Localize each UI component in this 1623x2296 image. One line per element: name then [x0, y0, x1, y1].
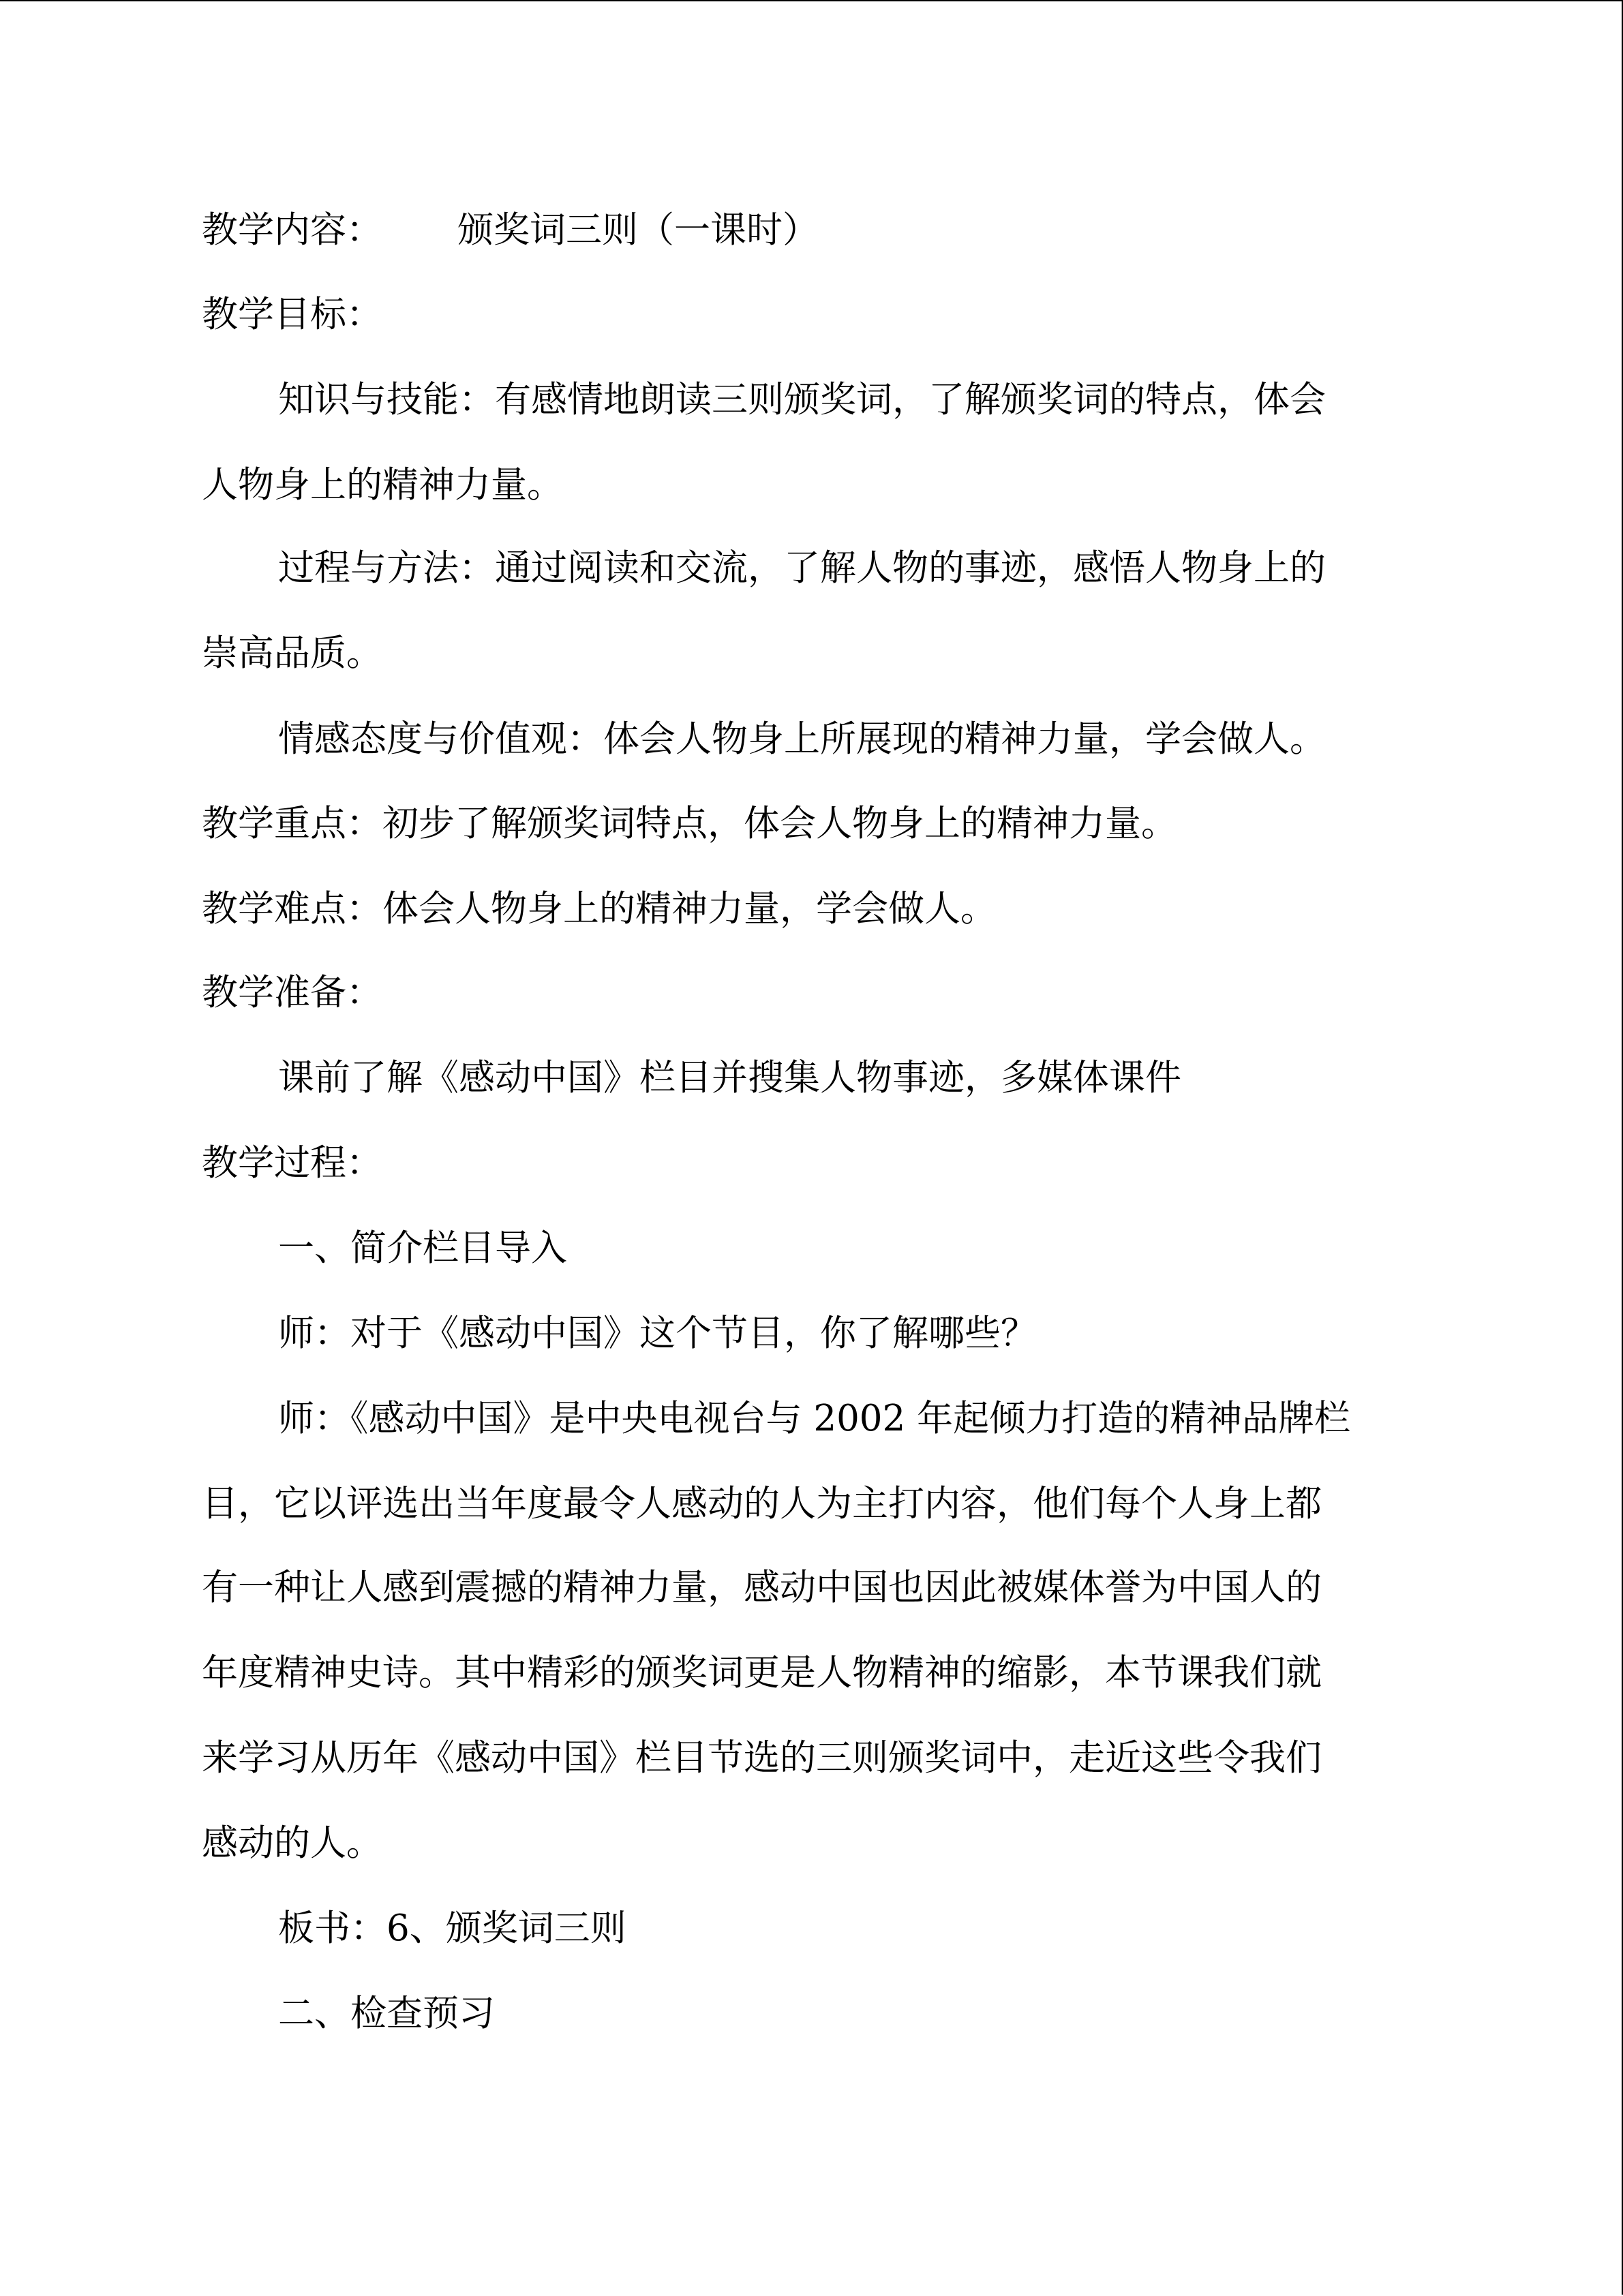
goal-emotion: 情感态度与价值观：体会人物身上所展现的精神力量，学会做人。 [278, 718, 1326, 760]
teacher-answer-line2: 目，它以评选出当年度最令人感动的人为主打内容，他们每个人身上都 [202, 1483, 1322, 1525]
teacher-answer-line3: 有一种让人感到震撼的精神力量，感动中国也因此被媒体誉为中国人的 [202, 1567, 1322, 1608]
prep-text: 课前了解《感动中国》栏目并搜集人物事迹，多媒体课件 [278, 1057, 1181, 1099]
step2-heading: 二、检查预习 [278, 1993, 495, 2034]
goals-heading: 教学目标： [202, 294, 382, 335]
teacher-answer-line1: 师：《感动中国》是中央电视台与 2002 年起倾力打造的精神品牌栏 [278, 1398, 1351, 1439]
teacher-answer-line4: 年度精神史诗。其中精彩的颁奖词更是人物精神的缩影，本节课我们就 [202, 1652, 1322, 1694]
prep-heading: 教学准备： [202, 972, 382, 1013]
step1-heading: 一、简介栏目导入 [278, 1227, 567, 1269]
teacher-answer-line5: 来学习从历年《感动中国》栏目节选的三则颁奖词中，走近这些令我们 [202, 1737, 1322, 1779]
goal-process-line2: 崇高品质。 [202, 632, 382, 674]
goal-knowledge-line2: 人物身上的精神力量。 [202, 464, 563, 506]
content-label: 教学内容： [202, 209, 382, 251]
content-line [202, 206, 819, 254]
board-writing: 板书：6、颁奖词三则 [278, 1908, 626, 1949]
goal-process-line1: 过程与方法：通过阅读和交流，了解人物的事迹，感悟人物身上的 [278, 547, 1326, 589]
goal-knowledge-line1: 知识与技能：有感情地朗读三则颁奖词，了解颁奖词的特点，体会 [278, 379, 1326, 420]
key-point: 教学重点：初步了解颁奖词特点，体会人物身上的精神力量。 [202, 803, 1177, 844]
teacher-answer-line6: 感动的人。 [202, 1822, 382, 1864]
content-value: 颁奖词三则（一课时） [457, 209, 819, 251]
teacher-question: 师：对于《感动中国》这个节目，你了解哪些？ [278, 1313, 1037, 1354]
process-heading: 教学过程： [202, 1142, 382, 1184]
document-body [0, 1, 1623, 2296]
difficulty: 教学难点：体会人物身上的精神力量，学会做人。 [202, 888, 997, 930]
